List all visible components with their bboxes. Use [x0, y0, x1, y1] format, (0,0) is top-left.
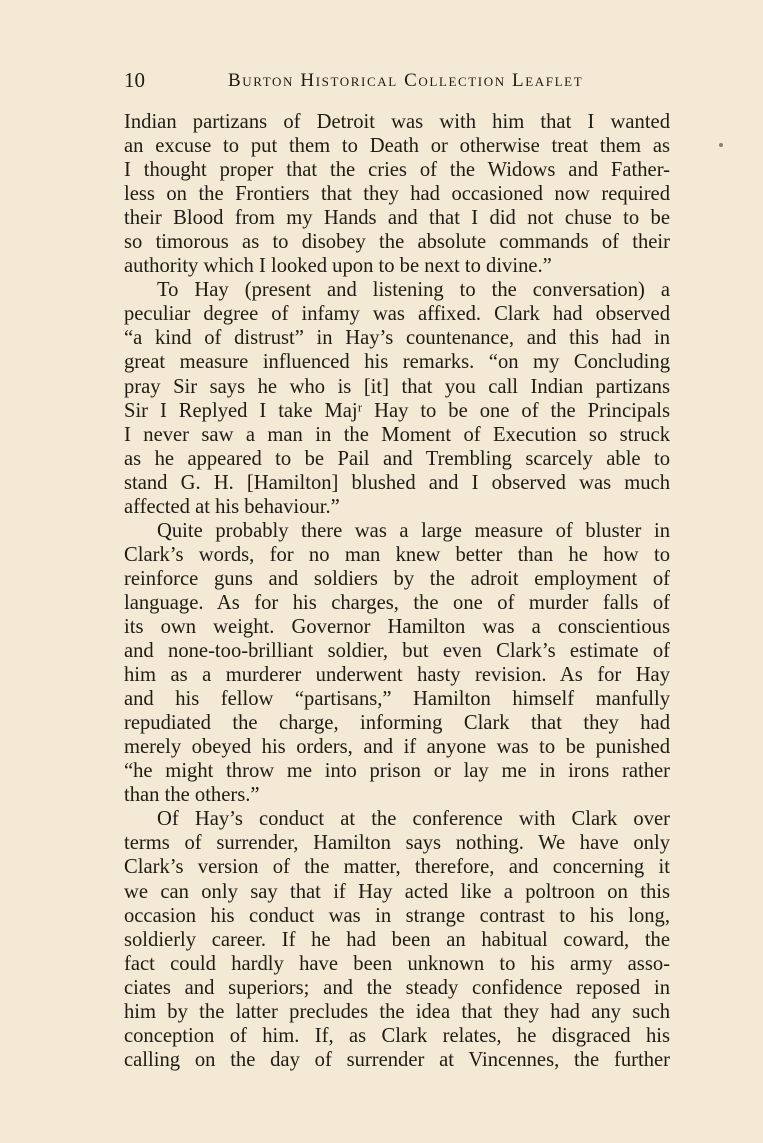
- text-line: pray Sir says he who is [it] that you call Indian partizans: [124, 375, 670, 398]
- text-line: reinforce guns and soldiers by the adroit employment of: [124, 567, 670, 590]
- text-line: repudiated the charge, informing Clark that they had: [124, 712, 670, 735]
- text-line: Of Hay’s conduct at the conference with Clark over: [157, 808, 670, 831]
- text-line: stand G. H. [Hamilton] blushed and I observed was much: [124, 471, 670, 494]
- text-line: him as a murderer underwent hasty revision. As for Hay: [124, 664, 670, 687]
- text-line: “a kind of distrust” in Hay’s countenance, and this had in: [124, 327, 670, 350]
- text-line: great measure influenced his remarks. “on my Concluding: [124, 351, 670, 374]
- text-line: Sir I Replyed I take Majʳ Hay to be one of the Principals: [124, 399, 670, 422]
- text-line: fact could hardly have been unknown to his army asso-: [124, 952, 670, 975]
- text-line: ciates and superiors; and the steady confidence reposed in: [124, 976, 670, 999]
- paragraph: [124, 807, 670, 1072]
- running-title: Burton Historical Collection Leaflet: [228, 70, 584, 91]
- text-line: terms of surrender, Hamilton says nothing. We have only: [124, 832, 670, 855]
- text-line: Indian partizans of Detroit was with him that I wanted: [124, 111, 670, 133]
- text-line: authority which I looked upon to be next to divine.”: [124, 255, 552, 278]
- text-line: affected at his behaviour.”: [124, 495, 340, 518]
- page-number: 10: [124, 68, 145, 92]
- text-line: “he might throw me into prison or lay me in irons rather: [124, 760, 670, 783]
- text-line: less on the Frontiers that they had occasioned now required: [124, 183, 670, 206]
- text-line: occasion his conduct was in strange contrast to his long,: [124, 904, 670, 927]
- paper-speck: [719, 143, 723, 147]
- body-text: [124, 110, 670, 1072]
- text-line: their Blood from my Hands and that I did not chuse to be: [124, 207, 670, 230]
- text-line: and none-too-brilliant soldier, but even Clark’s estimate of: [124, 640, 670, 663]
- text-line: I thought proper that the cries of the Widows and Father-: [124, 159, 670, 182]
- text-line: To Hay (present and listening to the conversation) a: [157, 279, 670, 302]
- text-line: language. As for his charges, the one of murder falls of: [124, 591, 670, 614]
- text-line: its own weight. Governor Hamilton was a conscientious: [124, 615, 670, 638]
- text-line: merely obeyed his orders, and if anyone was to be punished: [124, 736, 670, 759]
- paragraph: [124, 519, 670, 808]
- text-line: an excuse to put them to Death or otherwise treat them as: [124, 135, 670, 158]
- text-line: we can only say that if Hay acted like a poltroon on this: [124, 880, 670, 903]
- text-line: so timorous as to disobey the absolute commands of their: [124, 231, 670, 254]
- text-line: as he appeared to be Pail and Trembling scarcely able to: [124, 447, 670, 470]
- page-header: [124, 68, 669, 98]
- text-line: peculiar degree of infamy was affixed. Clark had observed: [124, 303, 670, 326]
- text-line: Clark’s words, for no man knew better than he how to: [124, 543, 670, 566]
- text-line: than the others.”: [124, 784, 260, 807]
- text-line: calling on the day of surrender at Vincennes, the further: [124, 1048, 670, 1071]
- text-line: him by the latter precludes the idea that they had any such: [124, 1000, 670, 1023]
- paragraph: [124, 110, 670, 278]
- paragraph: [124, 278, 670, 518]
- text-line: conception of him. If, as Clark relates, he disgraced his: [124, 1024, 670, 1047]
- text-line: and his fellow “partisans,” Hamilton himself manfully: [124, 688, 670, 711]
- text-line: Quite probably there was a large measure of bluster in: [157, 519, 670, 542]
- text-line: I never saw a man in the Moment of Execution so struck: [124, 423, 670, 446]
- text-line: soldierly career. If he had been an habitual coward, the: [124, 928, 670, 951]
- text-line: Clark’s version of the matter, therefore, and concerning it: [124, 856, 670, 879]
